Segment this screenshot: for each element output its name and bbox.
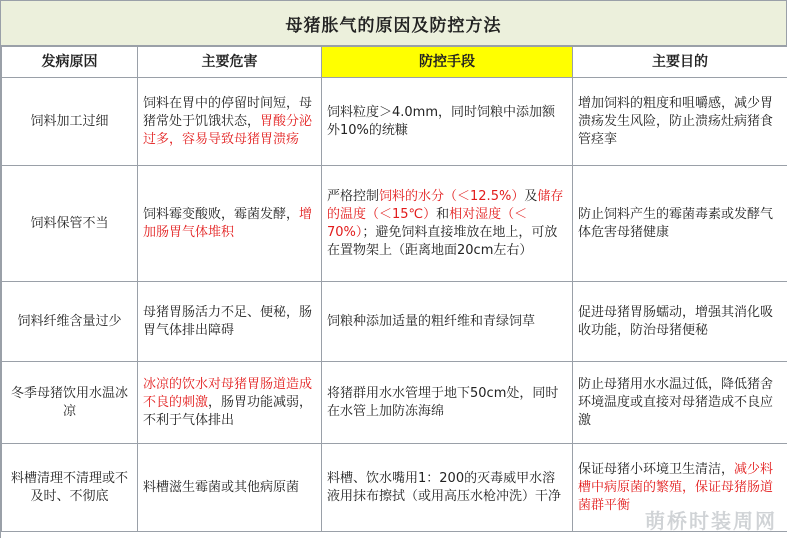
cell-text: 保证母猪小环境卫生清洁， [578, 461, 735, 477]
watermark-text: 萌桥时装周网 [645, 509, 777, 533]
cell-text: 增加饲料的粗度和咀嚼感，减少胃溃疡发生风险，防止溃疡灶病猪食管痉挛 [578, 95, 774, 147]
cell-text: 防止饲料产生的霉菌毒素或发酵气体危害母猪健康 [578, 206, 774, 240]
cell-text: 和 [436, 206, 450, 222]
cell-text: ；避免饲料直接堆放在地上，可放在置物架上（距离地面20cm左右） [327, 224, 558, 258]
harm-cell [138, 166, 322, 282]
cell-text: 严格控制 [327, 188, 380, 204]
table-row [2, 78, 787, 166]
harm-cell [138, 362, 322, 444]
highlighted-text: 冰凉的饮水对母猪胃肠道造成不良的刺激 [143, 376, 313, 410]
header-row [2, 47, 787, 78]
cause-cell: 饲料加工过细 [2, 78, 138, 166]
cell-text: 将猪群用水水管埋于地下50cm处，同时在水管上加防冻海绵 [327, 385, 559, 419]
control-cell [322, 166, 573, 282]
cell-text: 防止母猪用水水温过低，降低猪舍环境温度或直接对母猪造成不良应激 [578, 376, 774, 428]
control-cell [322, 78, 573, 166]
highlighted-text: 增加肠胃气体堆积 [143, 206, 313, 240]
table-row [2, 282, 787, 362]
column-header-harm: 主要危害 [138, 47, 322, 78]
highlighted-text: 储存的温度（＜15℃） [327, 188, 564, 222]
cell-text: 促进母猪胃肠蠕动，增强其消化吸收功能，防治母猪便秘 [578, 304, 774, 338]
cell-text: 饲料粒度＞4.0mm，同时饲粮中添加额外10%的统糠 [327, 104, 556, 138]
table-row [2, 444, 787, 532]
cause-cell: 饲料保管不当 [2, 166, 138, 282]
control-cell [322, 362, 573, 444]
cell-text: 饲粮种添加适量的粗纤维和青绿饲草 [327, 313, 536, 329]
cell-text: 饲料在胃中的停留时间短，母猪常处于饥饿状态， [143, 95, 313, 129]
control-cell [322, 282, 573, 362]
highlighted-text: 饲料的水分（＜12.5%） [379, 188, 525, 204]
cause-cell: 饲料纤维含量过少 [2, 282, 138, 362]
cell-text: 饲料霉变酸败，霉菌发酵， [143, 206, 300, 222]
purpose-cell [573, 78, 787, 166]
purpose-cell [573, 282, 787, 362]
column-header-purpose: 主要目的 [573, 47, 787, 78]
cell-text: 母猪胃肠活力不足、便秘，肠胃气体排出障碍 [143, 304, 313, 338]
harm-cell [138, 282, 322, 362]
control-cell [322, 444, 573, 532]
highlighted-text: 胃酸分泌过多，容易导致母猪胃溃疡 [143, 113, 313, 147]
cell-text: ，肠胃功能减弱，不利于气体排出 [143, 394, 313, 428]
highlighted-text: 相对湿度（＜70%） [327, 206, 528, 240]
table-title: 母猪胀气的原因及防控方法 [1, 1, 787, 46]
table-body [2, 78, 787, 532]
data-table [1, 46, 787, 532]
harm-cell [138, 78, 322, 166]
cell-text: 料槽、饮水嘴用1：200的灭毒威甲水溶液用抹布擦拭（或用高压水枪冲洗）干净 [327, 470, 562, 504]
purpose-cell [573, 362, 787, 444]
cell-text: 及 [524, 188, 538, 204]
purpose-cell [573, 166, 787, 282]
cause-cell: 冬季母猪饮用水温冰凉 [2, 362, 138, 444]
table-row [2, 362, 787, 444]
harm-cell [138, 444, 322, 532]
column-header-control: 防控手段 [322, 47, 573, 78]
column-header-cause: 发病原因 [2, 47, 138, 78]
table-row [2, 166, 787, 282]
cell-text: 料槽滋生霉菌或其他病原菌 [143, 479, 300, 495]
cause-cell: 料槽清理不清理或不及时、不彻底 [2, 444, 138, 532]
purpose-cell [573, 444, 787, 532]
highlighted-text: 减少料槽中病原菌的繁殖，保证母猪肠道菌群平衡 [578, 461, 774, 513]
